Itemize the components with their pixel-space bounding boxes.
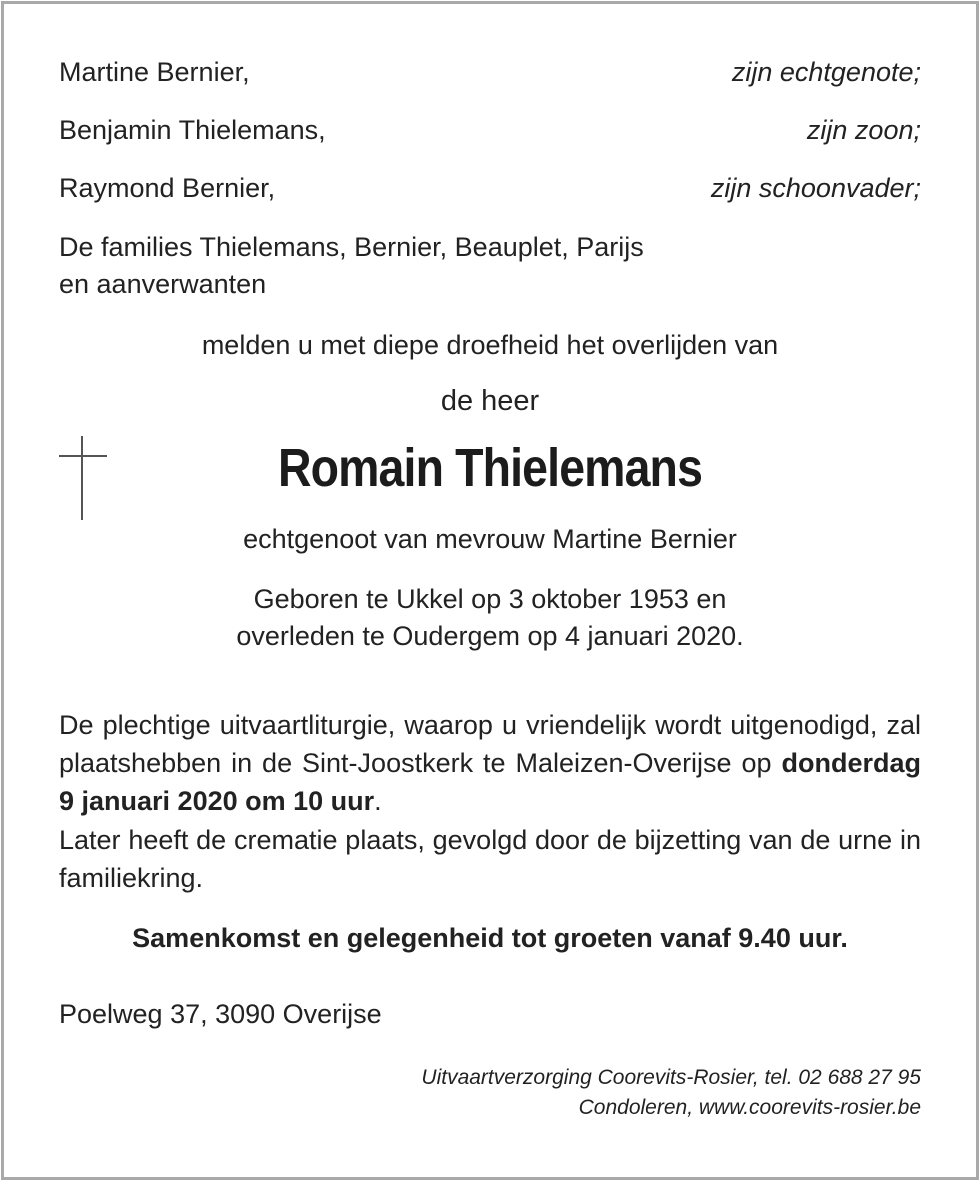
family-row-spouse <box>59 54 921 90</box>
cremation-paragraph: Later heeft de crematie plaats, gevolgd door de bijzetting van de urne in familiekring. <box>59 825 921 893</box>
death-line: overleden te Oudergem op 4 januari 2020. <box>236 621 744 651</box>
spouse-line: echtgenoot van mevrouw Martine Bernier <box>243 524 737 554</box>
condolence-line: Condoleren, www.coorevits-rosier.be <box>578 1096 921 1119</box>
family-relation: zijn zoon; <box>806 115 921 145</box>
family-row-son <box>59 112 921 148</box>
gathering-line: Samenkomst en gelegenheid tot groeten vanaf 9.40 uur. <box>132 923 848 953</box>
family-name: Benjamin Thielemans, <box>59 115 326 145</box>
families-line-2: en aanverwanten <box>59 269 267 299</box>
family-name: Martine Bernier, <box>59 57 250 87</box>
funeral-text-end: . <box>374 786 382 816</box>
address: Poelweg 37, 3090 Overijse <box>59 999 382 1029</box>
family-row-father-in-law <box>59 170 921 206</box>
birth-line: Geboren te Ukkel op 3 oktober 1953 en <box>253 584 727 614</box>
title-prefix: de heer <box>440 385 540 417</box>
deceased-name: Romain Thielemans <box>277 438 703 498</box>
funeral-date: donderdag 9 januari 2020 om 10 uur <box>59 748 921 816</box>
family-relation: zijn schoonvader; <box>710 173 921 203</box>
undertaker-line: Uitvaartverzorging Coorevits-Rosier, tel. 02 688 27 95 <box>421 1066 921 1089</box>
families-line-1: De families Thielemans, Bernier, Beauplet, Parijs <box>59 232 644 262</box>
funeral-paragraph <box>59 706 921 820</box>
family-name: Raymond Bernier, <box>59 173 276 203</box>
funeral-text: De plechtige uitvaartliturgie, waarop u vriendelijk wordt uitgenodigd, zal plaatshebben in de Sint-Joostkerk te Maleizen-Overijse op <box>59 710 921 778</box>
announcement: melden u met diepe droefheid het overlijden van <box>201 330 779 360</box>
family-relation: zijn echtgenote; <box>731 57 921 87</box>
